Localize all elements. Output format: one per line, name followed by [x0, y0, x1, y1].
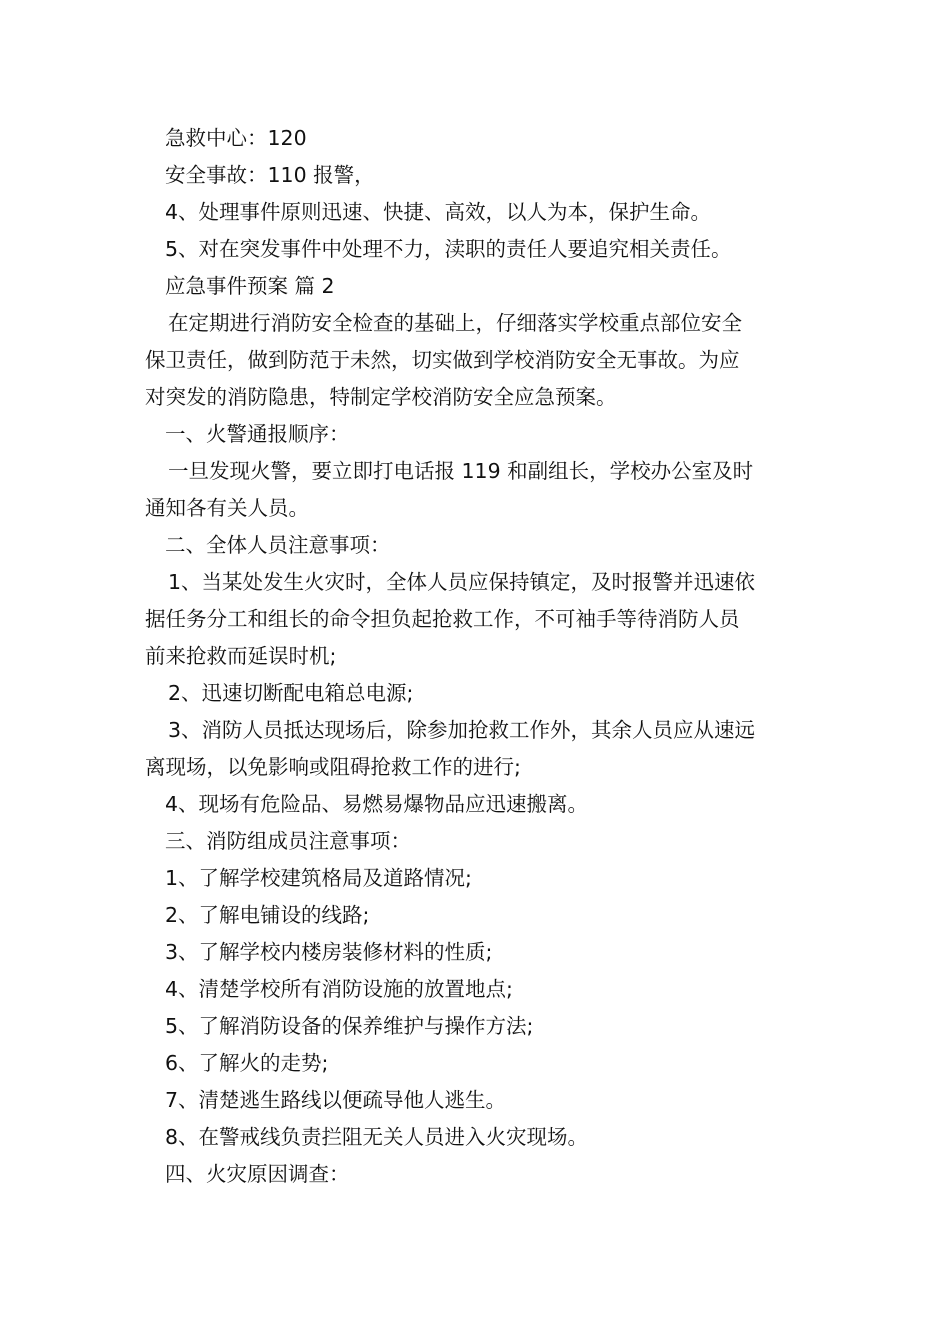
team-item-3: 3、了解学校内楼房装修材料的性质; — [165, 940, 493, 964]
text-line-emergency-center: 急救中心：120 — [165, 126, 307, 150]
staff-item-1-line-1: 1、当某处发生火灾时，全体人员应保持镇定，及时报警并迅速依 — [168, 570, 756, 594]
text-line-item-5: 5、对在突发事件中处理不力，渎职的责任人要追究相关责任。 — [165, 237, 732, 261]
staff-item-3-line-1: 3、消防人员抵达现场后，除参加抢救工作外，其余人员应从速远 — [168, 718, 756, 742]
staff-item-1-line-3: 前来抢救而延误时机; — [145, 644, 337, 668]
staff-item-1-line-2: 据任务分工和组长的命令担负起抢救工作，不可袖手等待消防人员 — [145, 607, 740, 631]
heading-all-staff-notes: 二、全体人员注意事项： — [165, 533, 391, 557]
staff-item-3-line-2: 离现场，以免影响或阻碍抢救工作的进行; — [145, 755, 521, 779]
section-heading-part-2: 应急事件预案 篇 2 — [165, 274, 335, 298]
team-item-5: 5、了解消防设备的保养维护与操作方法; — [165, 1014, 534, 1038]
team-item-4: 4、清楚学校所有消防设施的放置地点; — [165, 977, 513, 1001]
paragraph-alarm-line-2: 通知各有关人员。 — [145, 496, 309, 520]
paragraph-intro-line-1: 在定期进行消防安全检查的基础上，仔细落实学校重点部位安全 — [168, 311, 742, 335]
team-item-7: 7、清楚逃生路线以便疏导他人逃生。 — [165, 1088, 507, 1112]
staff-item-2: 2、迅速切断配电箱总电源; — [168, 681, 414, 705]
team-item-8: 8、在警戒线负责拦阻无关人员进入火灾现场。 — [165, 1125, 589, 1149]
heading-fire-cause-investigation: 四、火灾原因调查： — [165, 1162, 350, 1186]
paragraph-intro-line-2: 保卫责任，做到防范于未然，切实做到学校消防安全无事故。为应 — [145, 348, 740, 372]
heading-fire-alarm-order: 一、火警通报顺序： — [165, 422, 350, 446]
heading-fire-team-notes: 三、消防组成员注意事项： — [165, 829, 411, 853]
team-item-1: 1、了解学校建筑格局及道路情况; — [165, 866, 472, 890]
team-item-6: 6、了解火的走势; — [165, 1051, 329, 1075]
text-line-item-4: 4、处理事件原则迅速、快捷、高效，以人为本，保护生命。 — [165, 200, 712, 224]
document-body — [145, 120, 810, 1193]
staff-item-4: 4、现场有危险品、易燃易爆物品应迅速搬离。 — [165, 792, 589, 816]
paragraph-intro-line-3: 对突发的消防隐患，特制定学校消防安全应急预案。 — [145, 385, 617, 409]
team-item-2: 2、了解电铺设的线路; — [165, 903, 370, 927]
paragraph-alarm-line-1: 一旦发现火警，要立即打电话报 119 和副组长，学校办公室及时 — [168, 459, 754, 483]
text-line-safety-accident: 安全事故：110 报警， — [165, 163, 375, 187]
